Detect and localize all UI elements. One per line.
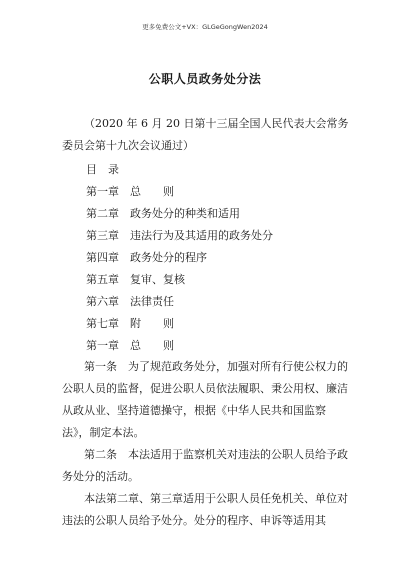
toc-item: 第六章 法律责任	[86, 295, 174, 308]
toc-item: 第一章 总 则	[86, 185, 174, 198]
toc-item: 第五章 复审、复核	[86, 273, 185, 286]
document-title: 公职人员政务处分法	[148, 72, 262, 86]
adoption-note: （2020 年 6 月 20 日第十三届全国人民代表大会常务委员会第十九次会议通过）	[62, 117, 349, 152]
toc-item: 第七章 附 则	[86, 317, 174, 330]
toc-item: 第四章 政务处分的程序	[86, 251, 207, 264]
article-2-paragraph-2: 本法第二章、第三章适用于公职人员任免机关、单位对违法的公职人员给予处分。处分的程序、申诉等适用其	[62, 492, 348, 527]
article-2: 第二条 本法适用于监察机关对违法的公职人员给予政务处分的活动。	[62, 448, 348, 483]
article-1: 第一条 为了规范政务处分，加强对所有行使公权力的公职人员的监督，促进公职人员依法履职、秉公用权、廉洁从政从业、坚持道德操守，根据《中华人民共和国监察法》，制定本法。	[62, 360, 348, 439]
toc-item: 第三章 违法行为及其适用的政务处分	[86, 229, 273, 242]
toc-item: 第二章 政务处分的种类和适用	[86, 207, 240, 220]
header-note: 更多免费公文+VX：GLGeGongWen2024	[142, 23, 268, 31]
toc-heading: 目 录	[86, 163, 119, 176]
chapter-heading: 第一章 总 则	[86, 339, 174, 352]
